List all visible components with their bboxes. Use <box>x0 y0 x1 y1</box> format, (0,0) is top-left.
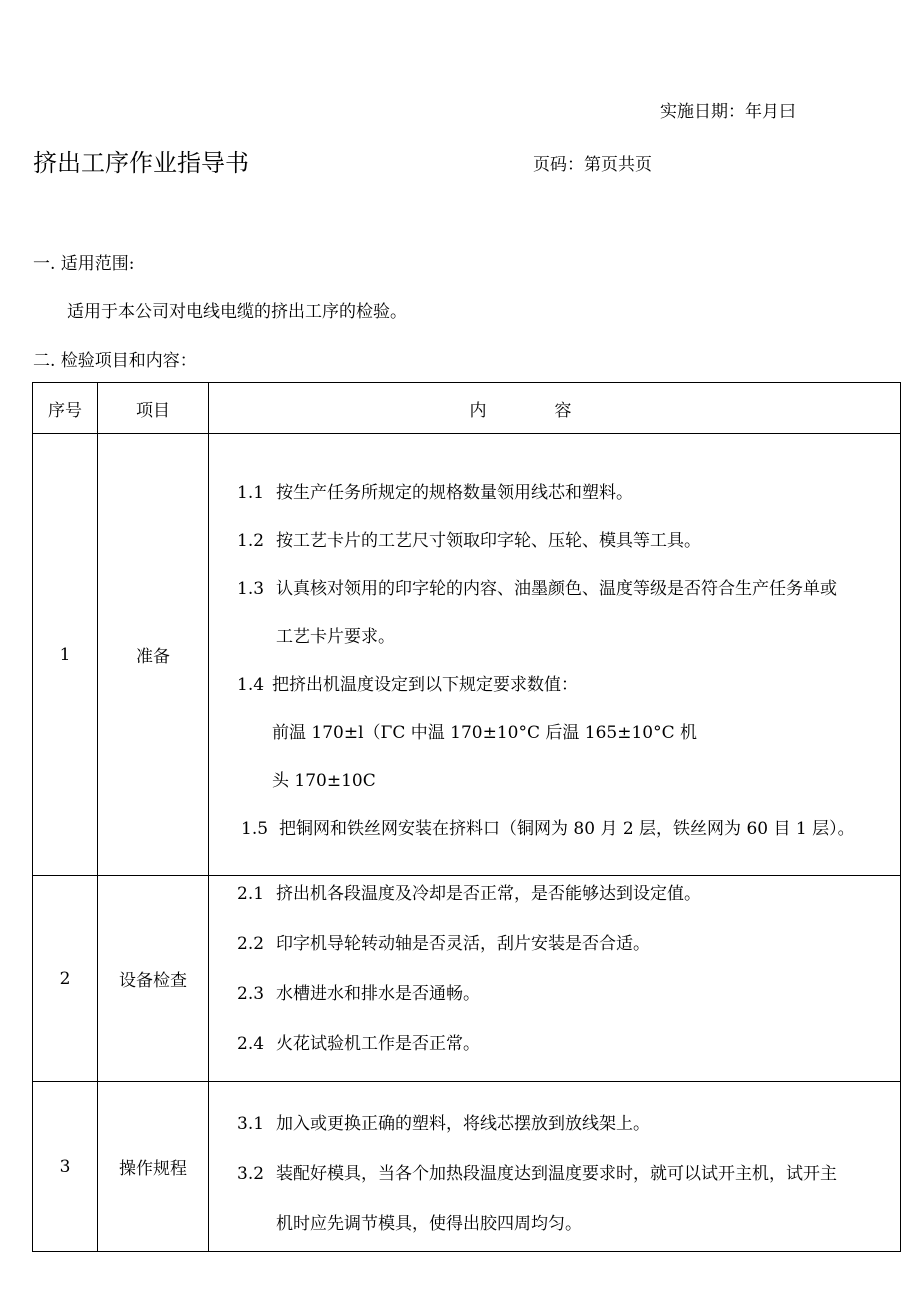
section-2-heading: 二. 检验项目和内容： <box>33 351 197 371</box>
inspection-table <box>32 382 901 1252</box>
document-title: 挤出工序作业指导书 <box>33 149 249 177</box>
header-no: 序号 <box>33 383 98 434</box>
header-item: 项目 <box>98 383 209 434</box>
content-line: 1.1 按生产任务所规定的规格数量领用线芯和塑料。 <box>237 483 633 503</box>
content-line: 头 170±10C <box>272 771 376 791</box>
content-line: 2.2 印字机导轮转动轴是否灵活，刮片安装是否合适。 <box>237 934 650 954</box>
content-line: 机时应先调节模具，使得出胶四周均匀。 <box>276 1214 582 1234</box>
row-no: 2 <box>33 876 98 1082</box>
row-content <box>209 1082 901 1252</box>
row-no: 1 <box>33 434 98 876</box>
content-line: 1.2 按工艺卡片的工艺尺寸领取印字轮、压轮、模具等工具。 <box>237 531 701 551</box>
content-line: 1.3 认真核对领用的印字轮的内容、油墨颜色、温度等级是否符合生产任务单或 <box>237 579 837 599</box>
row-content <box>209 876 901 1082</box>
row-item: 准备 <box>98 434 209 876</box>
table-row <box>33 1082 901 1252</box>
content-line: 2.1 挤出机各段温度及冷却是否正常，是否能够达到设定值。 <box>237 884 701 904</box>
content-line: 1.4 把挤出机温度设定到以下规定要求数值： <box>237 675 578 695</box>
table-row <box>33 876 901 1082</box>
scope-text: 适用于本公司对电线电缆的挤出工序的检验。 <box>67 302 407 322</box>
header-content: 内容 <box>209 383 901 434</box>
content-line: 工艺卡片要求。 <box>276 627 395 647</box>
content-line: 2.4 火花试验机工作是否正常。 <box>237 1034 480 1054</box>
content-line: 3.2 装配好模具，当各个加热段温度达到温度要求时，就可以试开主机，试开主 <box>237 1164 837 1184</box>
table-header-row <box>33 383 901 434</box>
row-item: 操作规程 <box>98 1082 209 1252</box>
implementation-date: 实施日期：年月曰 <box>660 102 796 122</box>
row-item: 设备检查 <box>98 876 209 1082</box>
content-line: 1.5 把铜网和铁丝网安装在挤料口（铜网为 80 月 2 层，铁丝网为 60 目 1 层）。 <box>241 819 855 839</box>
row-content <box>209 434 901 876</box>
table-row <box>33 434 901 876</box>
content-line: 3.1 加入或更换正确的塑料，将线芯摆放到放线架上。 <box>237 1114 650 1134</box>
section-1-heading: 一. 适用范围: <box>33 254 135 274</box>
content-line: 2.3 水槽进水和排水是否通畅。 <box>237 984 480 1004</box>
row-no: 3 <box>33 1082 98 1252</box>
content-line: 前温 170±l（ΓC 中温 170±10°C 后温 165±10°C 机 <box>272 723 698 743</box>
page-number: 页码：第页共页 <box>533 155 652 175</box>
